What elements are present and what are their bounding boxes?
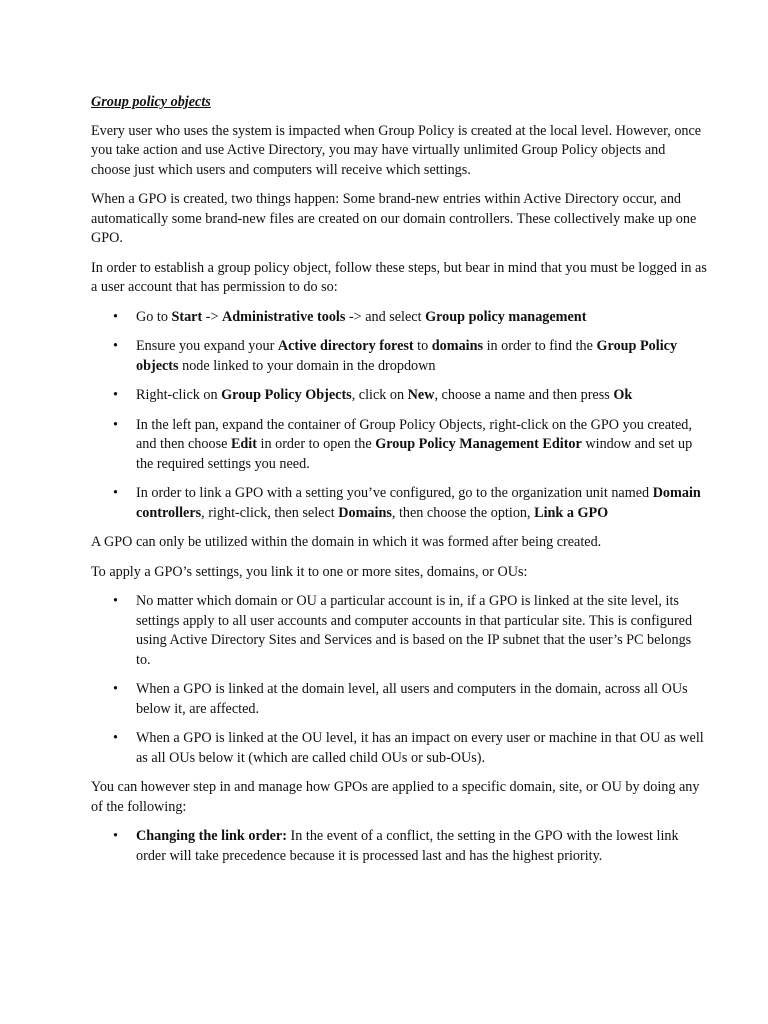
step-item: • Ensure you expand your Active directory forest to domains in order to find the Group Policy objects node linked to your domain in the dropdown [91,337,708,376]
step-item: • In the left pan, expand the container of Group Policy Objects, right-click on the GPO you created, and then choose Edit in order to open the Group Policy Management Editor window and set up the required settings you need. [91,416,708,475]
step-item: • Go to Start -> Administrative tools -> and select Group policy management [91,308,708,328]
domain-scope-paragraph: A GPO can only be utilized within the domain in which it was formed after being created. [91,534,602,550]
apply-intro-paragraph: To apply a GPO’s settings, you link it to one or more sites, domains, or OUs: [91,563,528,580]
intro-paragraph: Every user who uses the system is impacted when Group Policy is created at the local level. However, once you take action and use Active Directory, you may have virtually unlimited Group Policy objects and choose just which users and computers will receive which settings. [91,122,702,178]
manage-intro-paragraph: You can however step in and manage how GPOs are applied to a specific domain, site, or OU by doing any of the following: [91,779,700,815]
list-item: • When a GPO is linked at the domain level, all users and computers in the domain, across all OUs below it, are affected. [91,680,708,719]
section-heading: Group policy objects [91,94,211,110]
list-item: • Changing the link order: In the event of a conflict, the setting in the GPO with the lowest link order will take precedence because it is processed last and has the highest priority. [91,827,708,866]
list-item: • No matter which domain or OU a particular account is in, if a GPO is linked at the site level, its settings apply to all user accounts and computer accounts in that particular site. This is configured using Active Directory Sites and Services and is based on the IP subnet that the user’s PC belongs to. [91,592,708,670]
steps-list [91,308,708,524]
step-item: • In order to link a GPO with a setting you’ve configured, go to the organization unit named Domain controllers, right-click, then select Domains, then choose the option, Link a GPO [91,484,708,523]
steps-intro-paragraph: In order to establish a group policy object, follow these steps, but bear in mind that you must be logged in as a user account that has permission to do so: [91,259,707,295]
apply-list [91,592,708,768]
gpo-created-paragraph: When a GPO is created, two things happen: Some brand-new entries within Active Directory occur, and automatically some brand-new files are created on our domain controllers. These collectively make up one GPO. [91,191,697,246]
step-item: • Right-click on Group Policy Objects, click on New, choose a name and then press Ok [91,386,708,406]
manage-list [91,827,708,866]
list-item: • When a GPO is linked at the OU level, it has an impact on every user or machine in that OU as well as all OUs below it (which are called child OUs or sub-OUs). [91,729,708,768]
